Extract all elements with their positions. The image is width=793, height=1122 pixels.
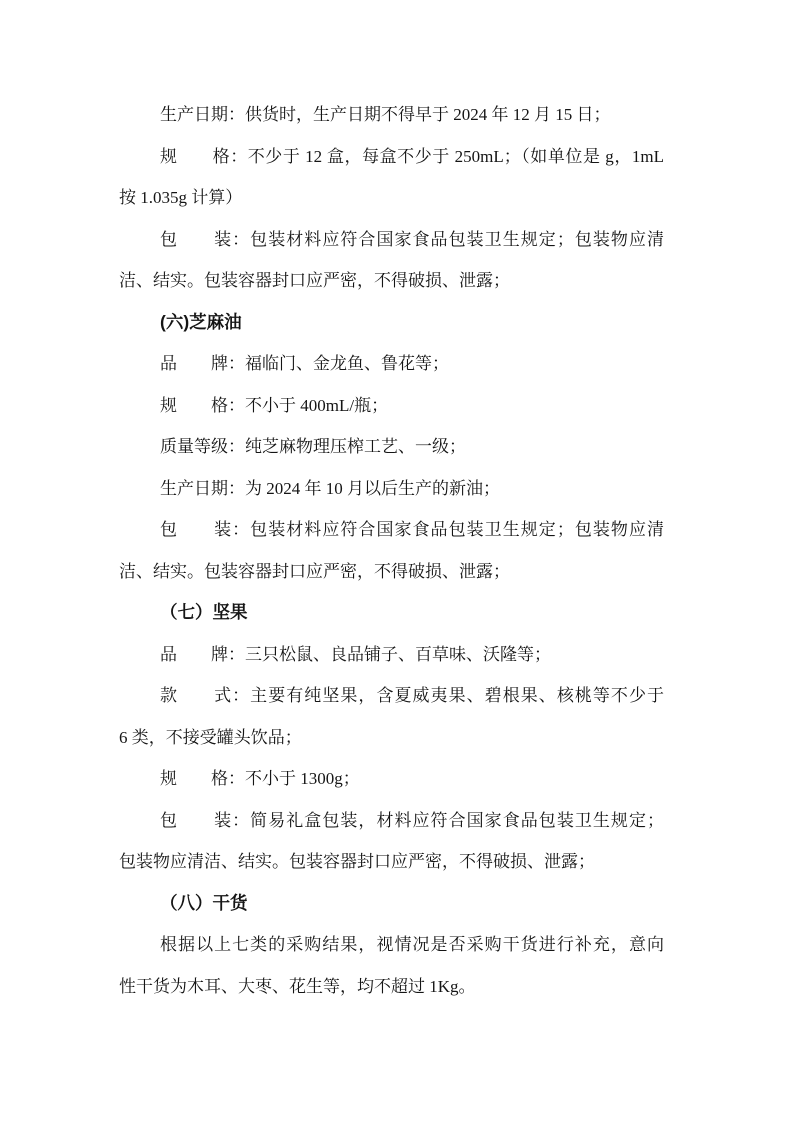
text-line: 品 牌：三只松鼠、良品铺子、百草味、沃隆等； [160,644,551,664]
text-line: 包 装：简易礼盒包装，材料应符合国家食品包装卫生规定； [160,810,664,830]
section-heading: （八）干货 [160,892,248,913]
text-line: 根据以上七类的采购结果，视情况是否采购干货进行补充，意向 [160,935,664,954]
text-line: 规 格：不小于 400mL/瓶； [160,395,389,415]
text-line: 生产日期：供货时，生产日期不得早于 2024 年 12 月 15 日； [160,105,611,124]
section-heading: (六)芝麻油 [160,311,242,332]
text-line: 按 1.035g 计算） [119,188,243,207]
text-line: 洁、结实。包装容器封口应严密，不得破损、泄露； [119,271,510,290]
text-line: 质量等级：纯芝麻物理压榨工艺、一级； [160,437,466,456]
text-line: 规 格：不少于 12 盒，每盒不少于 250mL；（如单位是 g，1mL [160,146,664,166]
text-line: 品 牌：福临门、金龙鱼、鲁花等； [160,354,449,373]
text-line: 洁、结实。包装容器封口应严密，不得破损、泄露； [119,561,510,581]
text-line: 规 格：不小于 1300g； [160,769,360,788]
text-line: 性干货为木耳、大枣、花生等，均不超过 1Kg。 [119,976,476,996]
section-heading: （七）坚果 [160,602,248,622]
text-line: 包装物应清洁、结实。包装容器封口应严密，不得破损、泄露； [119,852,595,871]
text-line: 包 装：包装材料应符合国家食品包装卫生规定；包装物应清 [160,229,664,249]
text-line: 生产日期：为 2024 年 10 月以后生产的新油； [160,478,500,498]
document-text-block [119,94,664,1007]
text-line: 款 式：主要有纯坚果，含夏威夷果、碧根果、核桃等不少于 [160,686,664,705]
text-line: 包 装：包装材料应符合国家食品包装卫生规定；包装物应清 [160,520,664,539]
text-line: 6 类，不接受罐头饮品； [119,727,302,747]
